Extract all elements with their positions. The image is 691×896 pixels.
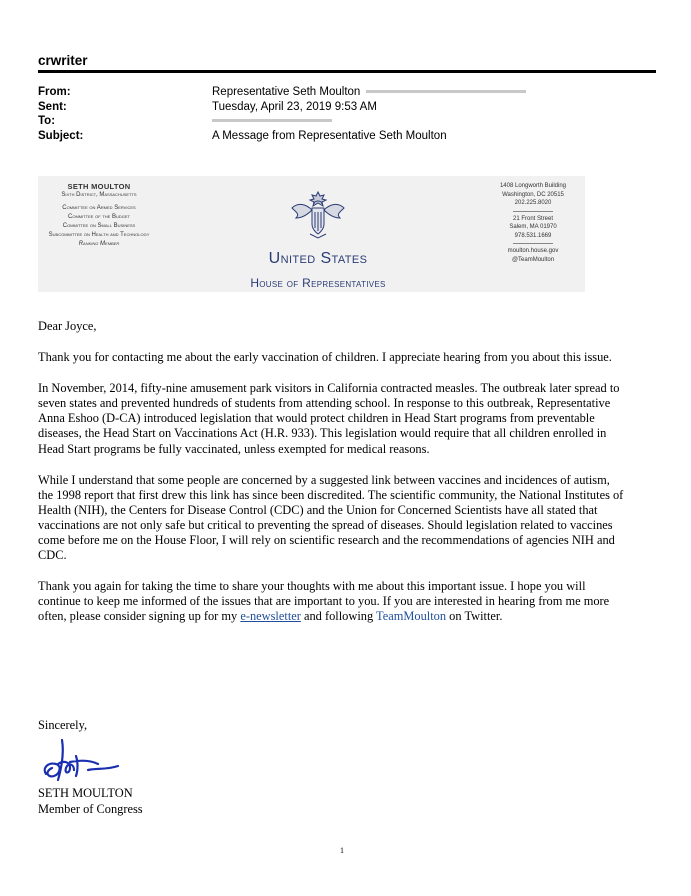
sent-label: Sent: <box>38 101 67 113</box>
to-value <box>212 115 332 127</box>
district-office-phone: 978.531.1669 <box>514 232 552 239</box>
from-value <box>212 86 526 98</box>
committee-item: Subcommittee on Health and Technology <box>48 232 150 238</box>
committee-item: Committee on Armed Services <box>62 205 136 211</box>
committee-item: Committee on Small Business <box>62 223 136 229</box>
letter-body <box>38 319 628 641</box>
district-office-line: Salem, MA 01970 <box>509 224 557 230</box>
great-seal-eagle-icon <box>288 188 348 240</box>
member-district: Sixth District, Massachusetts <box>61 192 137 198</box>
member-name: SETH MOULTON <box>67 182 131 191</box>
newsletter-link[interactable]: e-newsletter <box>240 609 301 624</box>
sent-value: Tuesday, April 23, 2019 9:53 AM <box>212 101 377 113</box>
paragraph: In November, 2014, fifty-nine amusement park visitors in California contracted measles. The outbreak later spread to seven states and prevented hundreds of students from attending school. In response to this outbreak, Representative Anna Eshoo (D-CA) introduced legislation that would protect children in Head Start programs from preventable diseases, the Head Start on Vaccinations Act (H.R. 933). This legislation would require that all children enrolled in Head Start programs be fully vaccinated, unless exempted for medical reasons. <box>38 381 620 456</box>
twitter-link[interactable]: TeamMoulton <box>376 609 447 624</box>
committee-role: Ranking Member <box>78 241 120 247</box>
congressional-letterhead <box>38 176 585 292</box>
signer-title: Member of Congress <box>38 801 143 816</box>
signature-block <box>38 786 143 817</box>
twitter-handle: @TeamMoulton <box>511 256 555 263</box>
member-info <box>38 182 160 249</box>
page-number: 1 <box>340 846 344 855</box>
office-divider <box>513 211 553 212</box>
header-divider <box>38 70 656 73</box>
subject-value: A Message from Representative Seth Moulton <box>212 130 447 142</box>
closing: Sincerely, <box>38 718 88 732</box>
dc-office-line: 1408 Longworth Building <box>499 183 567 189</box>
redacted-recipient <box>212 119 332 122</box>
house-title: United States <box>268 250 368 267</box>
paragraph: Thank you again for taking the time to share your thoughts with me about this important issue. I hope you will continue to keep me informed of the issues that are important to you. If you are interested in hearing from me more often, please consider signing up for my e-newsletter and following TeamMoulton on Twitter. <box>38 579 610 624</box>
from-text: Representative Seth Moulton <box>212 86 361 98</box>
office-info <box>488 182 578 264</box>
dc-office-line: Washington, DC 20515 <box>502 191 564 198</box>
paragraph: Thank you for contacting me about the early vaccination of children. I appreciate hearing from you about this issue. <box>38 350 612 365</box>
account-name: crwriter <box>38 53 88 68</box>
handwritten-signature <box>40 734 122 786</box>
from-label: From: <box>38 86 71 98</box>
signer-name: SETH MOULTON <box>38 786 133 800</box>
office-divider <box>513 243 553 244</box>
to-label: To: <box>38 115 56 127</box>
house-subtitle: House of Representatives <box>250 276 386 290</box>
redacted-email <box>366 90 526 93</box>
committee-item: Committee of the Budget <box>68 214 130 220</box>
greeting: Dear Joyce, <box>38 319 97 333</box>
paragraph: While I understand that some people are concerned by a suggested link between vaccines and incidences of autism, the 1998 report that first drew this link has since been discredited. The scientific community, the National Institutes of Health (NIH), the Centers for Disease Control (CDC) and the Union for Concerned Scientists have all stated that vaccinations are not only safe but critical to preventing the spread of diseases. Should legislation related to vaccines come before me on the House Floor, I will rely on scientific research and the recommendations of agencies NIH and CDC. <box>38 472 624 563</box>
website: moulton.house.gov <box>507 248 559 254</box>
subject-label: Subject: <box>38 130 84 142</box>
dc-office-phone: 202.225.8020 <box>514 200 552 206</box>
district-office-line: 21 Front Street <box>512 215 554 222</box>
